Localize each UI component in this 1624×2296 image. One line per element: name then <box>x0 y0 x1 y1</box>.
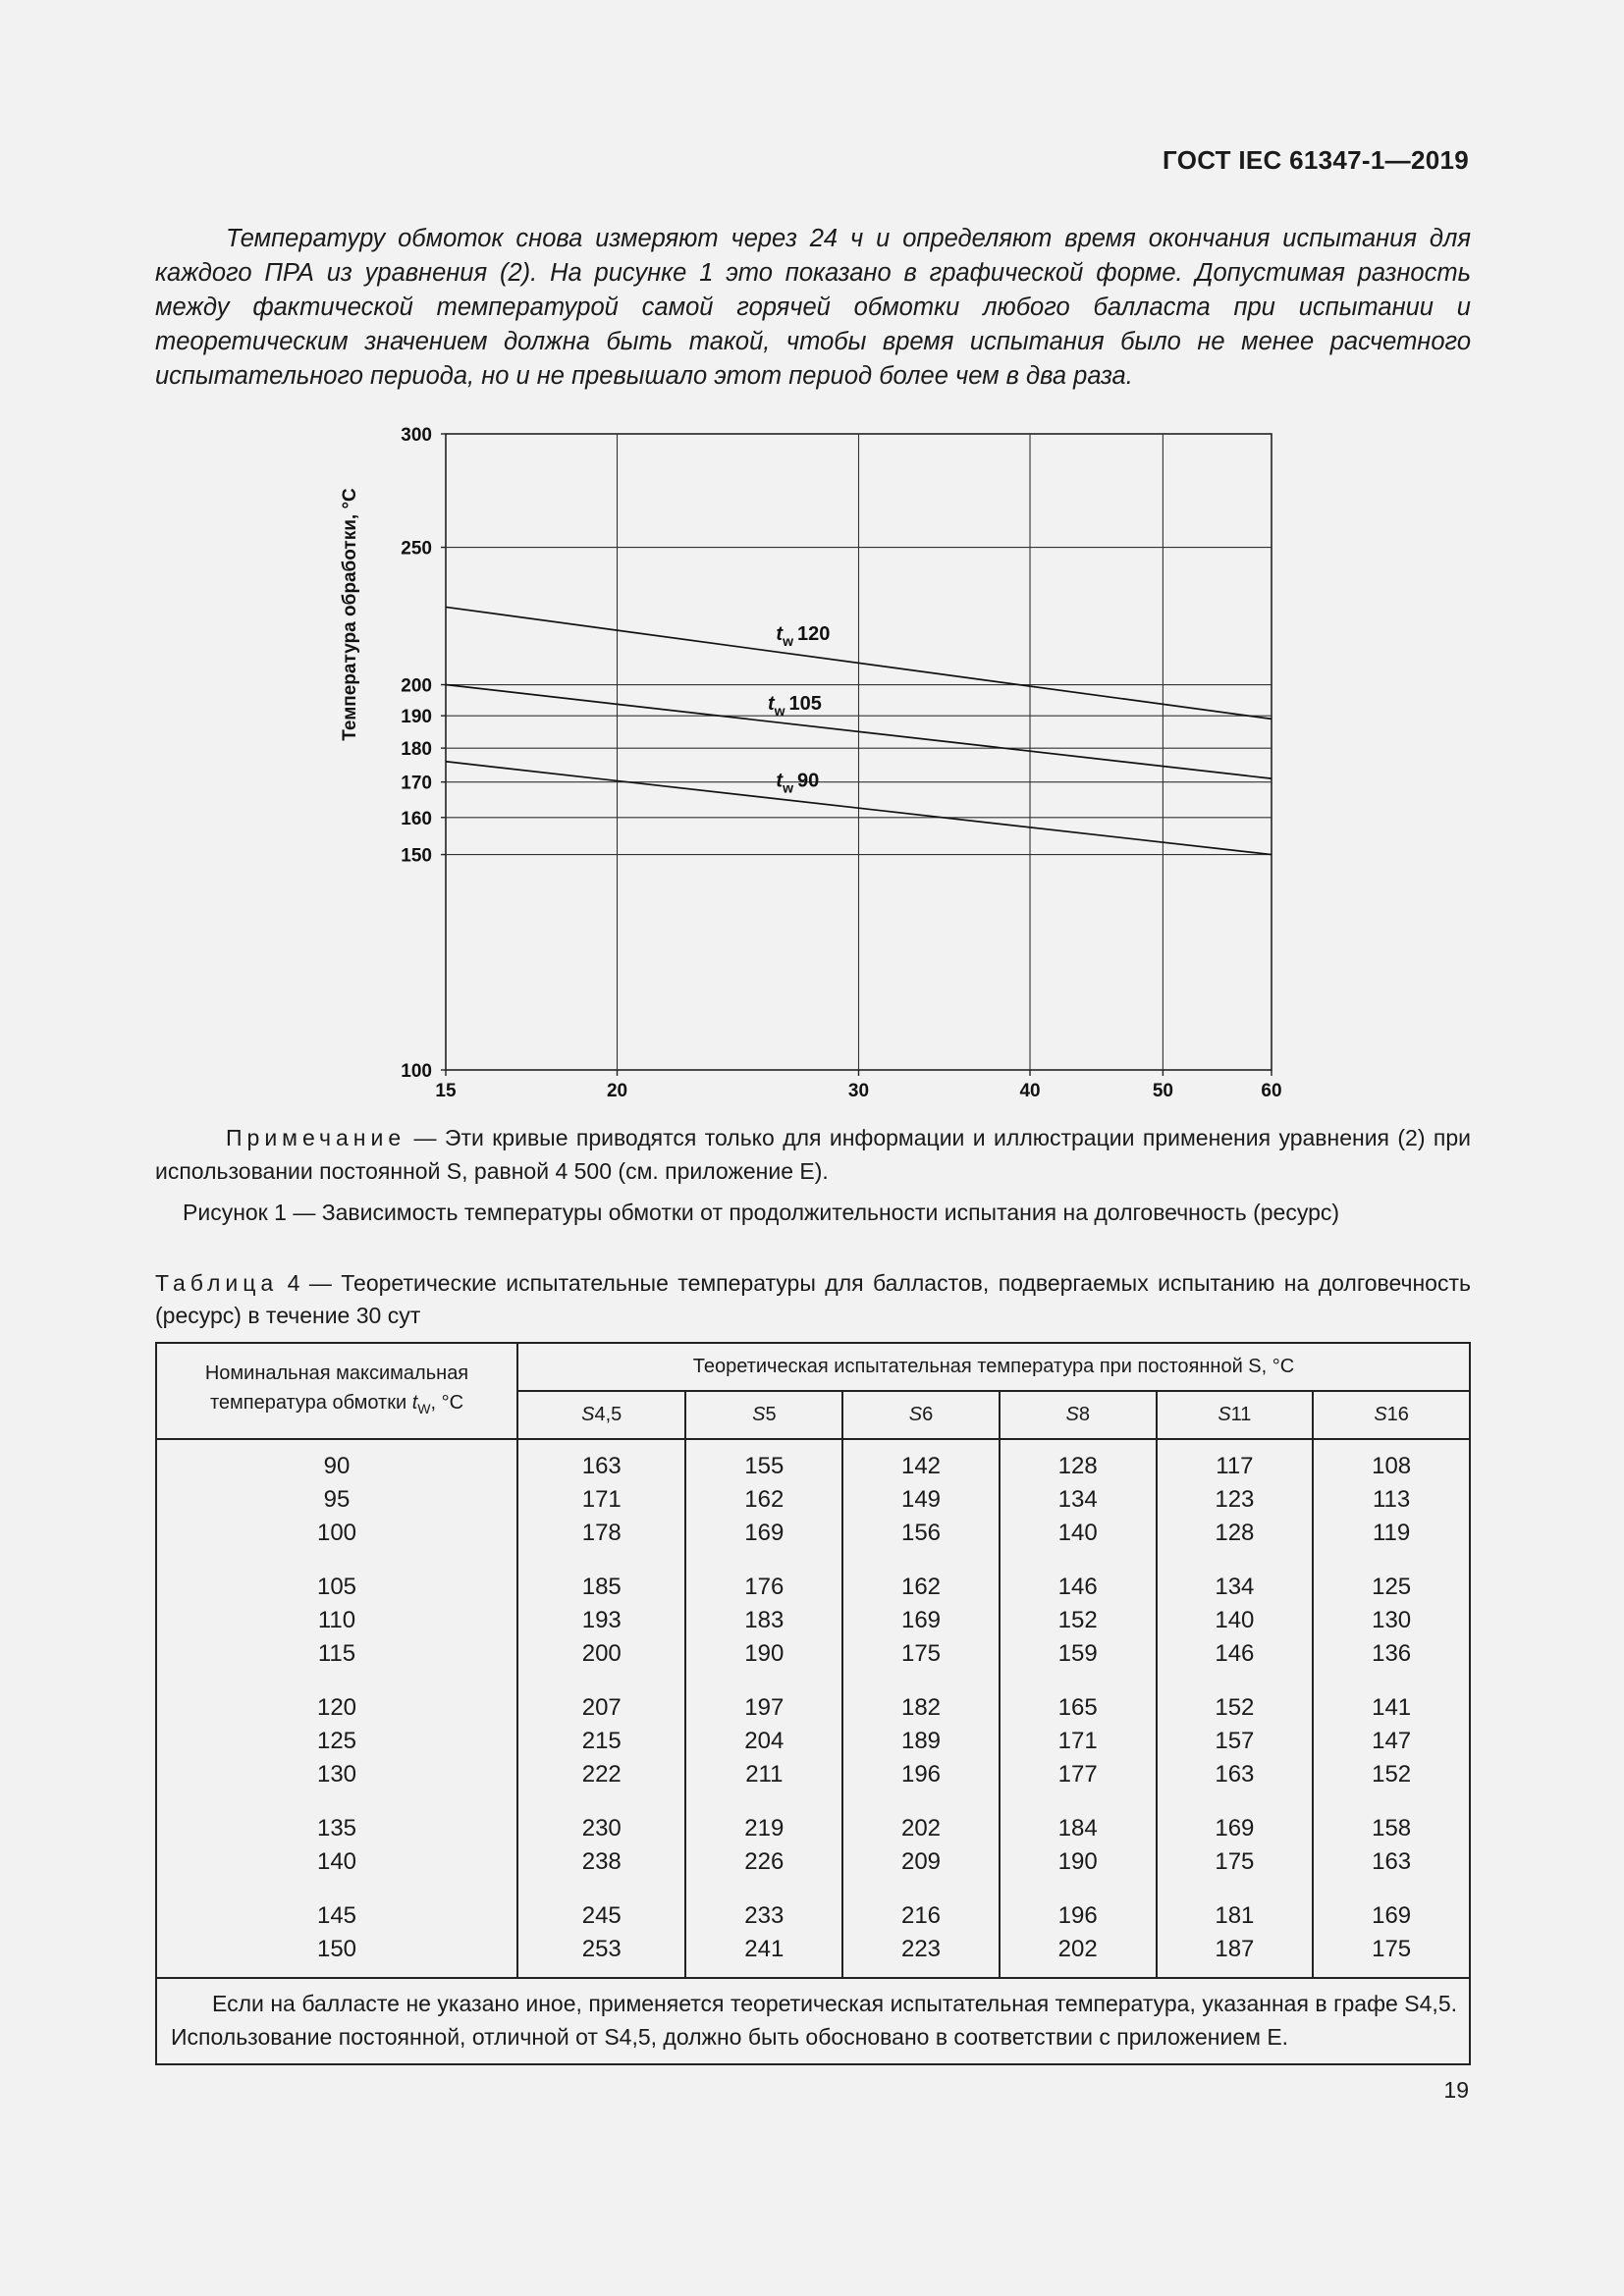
table-cell <box>1313 1682 1470 1802</box>
note-text: — Эти кривые приводятся только для информации и иллюстрации применения уравнения (2) при использовании постоянной S, равной 4 500 (см. приложение E). <box>155 1125 1471 1184</box>
test-temp-value: 125 <box>1372 1574 1412 1600</box>
test-temp-value: 130 <box>1372 1607 1412 1633</box>
series-label-tw-105: $t_w$ 105 <box>767 692 822 719</box>
table-cell <box>517 1802 685 1890</box>
test-temp-value: 171 <box>1057 1728 1098 1754</box>
test-temp-value: 209 <box>900 1848 942 1875</box>
table-cell <box>1313 1439 1470 1561</box>
test-temp-value: 223 <box>900 1936 942 1962</box>
test-temp-value: 219 <box>744 1815 785 1842</box>
test-temp-value: 200 <box>581 1640 622 1667</box>
y-tick-label: 300 <box>401 425 432 446</box>
y-tick-label: 190 <box>401 707 432 728</box>
test-temp-value: 190 <box>1057 1848 1098 1875</box>
test-temp-value: 185 <box>581 1574 622 1600</box>
col-header-nominal: Номинальная максимальная температура обмотки $t_W$, °C <box>156 1343 517 1439</box>
table-cell <box>156 1890 517 1978</box>
table-cell <box>517 1439 685 1561</box>
test-temp-value: 226 <box>744 1848 785 1875</box>
test-temp-value: 140 <box>1057 1520 1098 1546</box>
page-header: ГОСТ IEC 61347-1—2019 <box>1163 145 1469 175</box>
test-temp-value: 178 <box>581 1520 622 1546</box>
series-label-tw-90: $t_w$ 90 <box>776 770 820 796</box>
test-temp-value: 215 <box>581 1728 622 1754</box>
table-cell <box>842 1890 1000 1978</box>
test-temp-value: 204 <box>744 1728 785 1754</box>
table-cell <box>517 1561 685 1682</box>
col-header-s: S16 <box>1313 1391 1470 1439</box>
nominal-temp-value: 135 <box>316 1815 357 1842</box>
table-cell <box>1000 1682 1157 1802</box>
nominal-temp-value: 110 <box>317 1607 356 1633</box>
col-header-s: S4,5 <box>517 1391 685 1439</box>
table-cell <box>156 1682 517 1802</box>
test-temp-value: 162 <box>744 1486 785 1513</box>
table-row-group <box>156 1802 1470 1890</box>
col-header-s: S8 <box>1000 1391 1157 1439</box>
figure-note <box>155 1121 1471 1188</box>
test-temp-value: 119 <box>1372 1520 1411 1546</box>
nominal-temp-value: 105 <box>316 1574 357 1600</box>
test-temp-value: 207 <box>581 1694 622 1721</box>
table-cell <box>1313 1561 1470 1682</box>
table-caption <box>155 1267 1471 1332</box>
table-cell <box>517 1890 685 1978</box>
test-temp-value: 175 <box>900 1640 942 1667</box>
y-tick-label: 180 <box>401 739 432 761</box>
y-tick-label: 160 <box>401 808 432 829</box>
test-temp-value: 216 <box>900 1902 942 1929</box>
table-cell <box>1000 1561 1157 1682</box>
test-temp-value: 128 <box>1057 1453 1098 1479</box>
test-temp-value: 141 <box>1372 1694 1412 1721</box>
test-temp-value: 169 <box>744 1520 785 1546</box>
test-temp-value: 222 <box>581 1761 622 1788</box>
table-caption-prefix: Таблица <box>155 1270 279 1296</box>
y-tick-label: 250 <box>401 538 432 560</box>
page-number: 19 <box>1443 2077 1469 2103</box>
test-temp-value: 253 <box>581 1936 622 1962</box>
test-temp-value: 183 <box>744 1607 785 1633</box>
test-temp-value: 140 <box>1215 1607 1255 1633</box>
test-temp-value: 184 <box>1057 1815 1098 1842</box>
nominal-temp-value: 120 <box>316 1694 357 1721</box>
table-cell <box>685 1561 842 1682</box>
test-temp-value: 152 <box>1372 1761 1412 1788</box>
x-tick-label: 40 <box>1019 1081 1041 1101</box>
test-temp-value: 159 <box>1057 1640 1098 1667</box>
test-temp-value: 158 <box>1372 1815 1412 1842</box>
test-temp-value: 230 <box>581 1815 622 1842</box>
test-temp-value: 241 <box>744 1936 785 1962</box>
table-cell <box>1157 1682 1314 1802</box>
table-cell <box>1000 1802 1157 1890</box>
table-cell <box>1157 1890 1314 1978</box>
table-cell <box>685 1802 842 1890</box>
test-temp-value: 176 <box>744 1574 785 1600</box>
table-row-group <box>156 1439 1470 1561</box>
table-row-group <box>156 1682 1470 1802</box>
x-tick-label: 60 <box>1261 1081 1282 1101</box>
y-tick-label: 150 <box>401 845 432 867</box>
test-temp-value: 175 <box>1215 1848 1255 1875</box>
figure-1-chart <box>324 417 1286 1124</box>
col-header-group: Теоретическая испытательная температура при постоянной S, °C <box>517 1343 1470 1391</box>
test-temp-value: 162 <box>900 1574 942 1600</box>
table-caption-text: 4 — Теоретические испытательные температуры для балластов, подвергаемых испытанию на долговечность (ресурс) в течение 30 сут <box>155 1270 1471 1328</box>
test-temp-value: 113 <box>1372 1486 1411 1513</box>
table-cell <box>1313 1890 1470 1978</box>
test-temp-value: 238 <box>581 1848 622 1875</box>
intro-paragraph: Температуру обмоток снова измеряют через 24 ч и определяют время окончания испытания для каждого ПРА из уравнения (2). На рисунке 1 это показано в графической форме. Допустимая разность между фактической температурой самой горячей обмотки любого балласта при испытании и теоретическим значением должна быть такой, чтобы время испытания было не менее расчетного испытательного периода, но и не превышало этот период более чем в два раза. <box>155 225 1471 390</box>
table-cell <box>685 1682 842 1802</box>
table-cell <box>1000 1890 1157 1978</box>
table-footnote: Если на балласте не указано иное, применяется теоретическая испытательная температура, указанная в графе S4,5. Использование постоянной, отличной от S4,5, должно быть обосновано в соответствии с приложением E. <box>156 1978 1470 2064</box>
test-temp-value: 157 <box>1215 1728 1255 1754</box>
note-prefix: Примечание <box>226 1125 406 1150</box>
figure-caption: Рисунок 1 — Зависимость температуры обмотки от продолжительности испытания на долговечность (ресурс) <box>183 1200 1340 1225</box>
test-temp-value: 197 <box>744 1694 785 1721</box>
test-temp-value: 117 <box>1216 1453 1254 1479</box>
test-temp-value: 189 <box>900 1728 942 1754</box>
nominal-temp-value: 125 <box>316 1728 357 1754</box>
table-cell <box>842 1439 1000 1561</box>
nominal-temp-value: 100 <box>316 1520 357 1546</box>
nominal-temp-value: 140 <box>316 1848 357 1875</box>
test-temp-value: 123 <box>1215 1486 1255 1513</box>
test-temp-value: 156 <box>900 1520 942 1546</box>
test-temp-value: 152 <box>1057 1607 1098 1633</box>
table-cell <box>685 1439 842 1561</box>
test-temp-value: 134 <box>1057 1486 1098 1513</box>
table-4 <box>155 1342 1471 2065</box>
test-temp-value: 128 <box>1215 1520 1255 1546</box>
y-tick-label: 200 <box>401 675 432 697</box>
x-tick-label: 15 <box>435 1081 457 1101</box>
nominal-temp-value: 145 <box>316 1902 357 1929</box>
table-cell <box>685 1890 842 1978</box>
test-temp-value: 245 <box>581 1902 622 1929</box>
table-row-group <box>156 1890 1470 1978</box>
test-temp-value: 202 <box>900 1815 942 1842</box>
test-temp-value: 163 <box>581 1453 622 1479</box>
nominal-temp-value: 130 <box>316 1761 357 1788</box>
test-temp-value: 190 <box>744 1640 785 1667</box>
y-axis-label: Температура обработки, °C <box>340 488 360 741</box>
test-temp-value: 177 <box>1057 1761 1098 1788</box>
table-cell <box>842 1682 1000 1802</box>
table-cell <box>842 1561 1000 1682</box>
table-cell <box>517 1682 685 1802</box>
nominal-temp-value: 90 <box>323 1453 351 1479</box>
test-temp-value: 211 <box>745 1761 784 1788</box>
table-cell <box>156 1561 517 1682</box>
col-header-s: S6 <box>842 1391 1000 1439</box>
test-temp-value: 163 <box>1372 1848 1412 1875</box>
x-tick-label: 30 <box>847 1081 870 1101</box>
y-tick-label: 170 <box>401 773 432 794</box>
test-temp-value: 233 <box>744 1902 785 1929</box>
table-cell <box>842 1802 1000 1890</box>
test-temp-value: 169 <box>1215 1815 1255 1842</box>
test-temp-value: 169 <box>900 1607 942 1633</box>
table-cell <box>156 1439 517 1561</box>
table-cell <box>1157 1561 1314 1682</box>
test-temp-value: 163 <box>1215 1761 1255 1788</box>
test-temp-value: 171 <box>581 1486 622 1513</box>
test-temp-value: 136 <box>1372 1640 1412 1667</box>
test-temp-value: 134 <box>1215 1574 1255 1600</box>
test-temp-value: 147 <box>1372 1728 1412 1754</box>
test-temp-value: 146 <box>1057 1574 1098 1600</box>
test-temp-value: 155 <box>744 1453 785 1479</box>
test-temp-value: 142 <box>900 1453 942 1479</box>
nominal-temp-value: 95 <box>323 1486 351 1513</box>
nominal-temp-value: 115 <box>317 1640 356 1667</box>
test-temp-value: 149 <box>900 1486 942 1513</box>
x-tick-label: 50 <box>1152 1081 1173 1101</box>
test-temp-value: 196 <box>900 1761 942 1788</box>
test-temp-value: 108 <box>1372 1453 1412 1479</box>
test-temp-value: 175 <box>1372 1936 1412 1962</box>
x-tick-label: 20 <box>606 1081 628 1101</box>
y-tick-label: 100 <box>401 1061 432 1082</box>
test-temp-value: 146 <box>1215 1640 1255 1667</box>
test-temp-value: 169 <box>1372 1902 1412 1929</box>
test-temp-value: 196 <box>1057 1902 1098 1929</box>
table-cell <box>1157 1439 1314 1561</box>
table-row-group <box>156 1561 1470 1682</box>
table-cell <box>1313 1802 1470 1890</box>
col-header-s: S11 <box>1157 1391 1314 1439</box>
series-label-tw-120: $t_w$ 120 <box>776 623 831 650</box>
table-cell <box>1157 1802 1314 1890</box>
table-cell <box>156 1802 517 1890</box>
test-temp-value: 193 <box>581 1607 622 1633</box>
test-temp-value: 182 <box>900 1694 942 1721</box>
test-temp-value: 152 <box>1215 1694 1255 1721</box>
test-temp-value: 187 <box>1215 1936 1255 1962</box>
table-cell <box>1000 1439 1157 1561</box>
test-temp-value: 165 <box>1057 1694 1098 1721</box>
col-header-s: S5 <box>685 1391 842 1439</box>
nominal-temp-value: 150 <box>316 1936 357 1962</box>
test-temp-value: 181 <box>1215 1902 1255 1929</box>
test-temp-value: 202 <box>1057 1936 1098 1962</box>
